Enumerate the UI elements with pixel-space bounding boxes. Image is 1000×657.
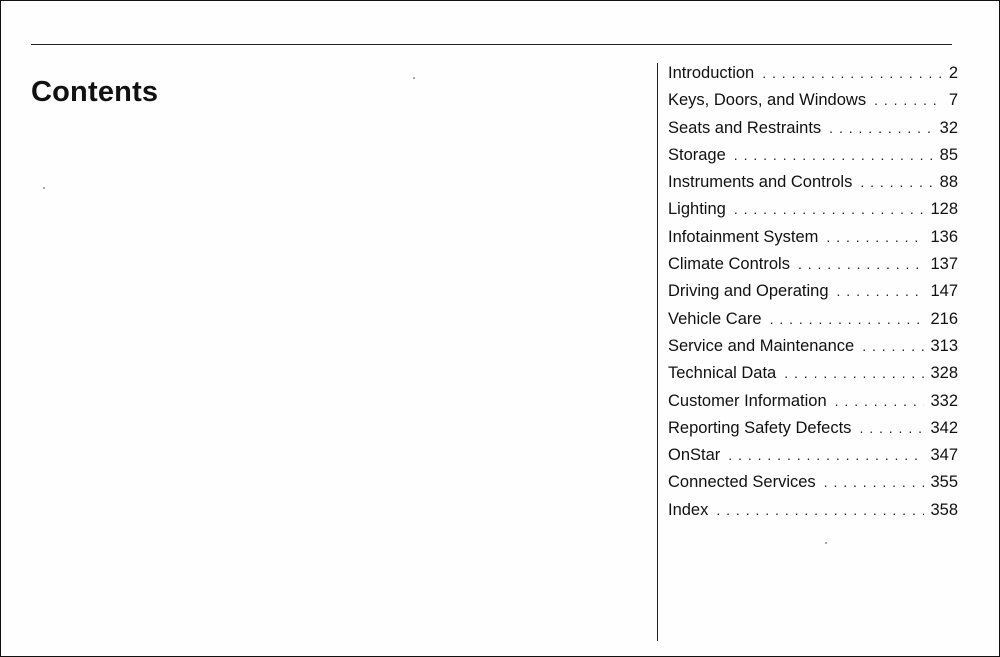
toc-entry-title: Storage [668, 145, 726, 164]
toc-entry-page-number: 347 [930, 446, 958, 465]
toc-entry-page-number: 2 [948, 64, 958, 82]
toc-entry-title: Infotainment System [668, 227, 819, 246]
dot-leader [837, 283, 925, 299]
toc-entry-page-number: 328 [930, 364, 958, 383]
dot-leader [829, 120, 933, 136]
scan-speck [413, 77, 415, 79]
dot-leader [862, 338, 924, 354]
table-of-contents [668, 64, 958, 528]
toc-entry-title: Reporting Safety Defects [668, 418, 852, 437]
toc-entry-page-number: 358 [930, 500, 958, 519]
toc-entry[interactable] [668, 200, 958, 227]
dot-leader [798, 256, 925, 272]
toc-entry[interactable] [668, 364, 958, 391]
toc-entry-page-number: 342 [930, 418, 958, 437]
toc-entry[interactable] [668, 337, 958, 364]
toc-entry[interactable] [668, 91, 958, 118]
toc-entry[interactable] [668, 310, 958, 337]
dot-leader [859, 420, 924, 436]
toc-entry-page-number: 128 [930, 200, 958, 219]
toc-entry[interactable] [668, 473, 958, 500]
toc-entry[interactable] [668, 282, 958, 309]
toc-entry-title: Driving and Operating [668, 282, 829, 301]
dot-leader [728, 447, 924, 463]
toc-entry[interactable] [668, 64, 958, 91]
toc-entry[interactable] [668, 392, 958, 419]
toc-entry-title: Service and Maintenance [668, 336, 855, 355]
toc-entry-title: Connected Services [668, 473, 816, 492]
toc-entry-page-number: 7 [948, 91, 958, 110]
scan-speck [43, 187, 45, 189]
toc-entry-page-number: 355 [930, 473, 958, 492]
toc-entry-title: Instruments and Controls [668, 173, 853, 192]
column-divider-rule [657, 63, 658, 641]
dot-leader [784, 365, 924, 381]
dot-leader [874, 92, 943, 108]
dot-leader [826, 229, 924, 245]
toc-entry[interactable] [668, 173, 958, 200]
toc-entry-title: OnStar [668, 446, 721, 465]
toc-entry-title: Technical Data [668, 364, 777, 383]
toc-entry-title: Vehicle Care [668, 309, 762, 328]
dot-leader [770, 311, 925, 327]
toc-entry-page-number: 88 [939, 173, 958, 192]
toc-entry-page-number: 85 [939, 145, 958, 164]
toc-entry[interactable] [668, 255, 958, 282]
dot-leader [824, 474, 925, 490]
dot-leader [734, 201, 925, 217]
toc-entry-title: Lighting [668, 200, 726, 219]
toc-entry[interactable] [668, 228, 958, 255]
toc-entry-page-number: 216 [930, 309, 958, 328]
toc-entry-title: Keys, Doors, and Windows [668, 91, 867, 110]
toc-entry[interactable] [668, 419, 958, 446]
toc-entry[interactable] [668, 119, 958, 146]
dot-leader [762, 65, 943, 81]
toc-entry-title: Seats and Restraints [668, 118, 822, 137]
toc-entry[interactable] [668, 446, 958, 473]
scan-speck [825, 542, 827, 544]
dot-leader [835, 393, 925, 409]
toc-entry-page-number: 32 [939, 118, 958, 137]
toc-entry-page-number: 137 [930, 255, 958, 274]
toc-entry-page-number: 147 [930, 282, 958, 301]
toc-entry[interactable] [668, 501, 958, 528]
toc-entry-page-number: 332 [930, 391, 958, 410]
toc-entry[interactable] [668, 146, 958, 173]
toc-entry-page-number: 136 [930, 227, 958, 246]
toc-entry-title: Climate Controls [668, 255, 790, 274]
toc-entry-page-number: 313 [930, 336, 958, 355]
toc-entry-title: Index [668, 500, 709, 519]
top-horizontal-rule [31, 44, 952, 45]
dot-leader [860, 174, 933, 190]
toc-entry-title: Introduction [668, 64, 755, 82]
page-title: Contents [31, 76, 159, 108]
dot-leader [716, 502, 924, 518]
toc-entry-title: Customer Information [668, 391, 827, 410]
dot-leader [734, 147, 934, 163]
